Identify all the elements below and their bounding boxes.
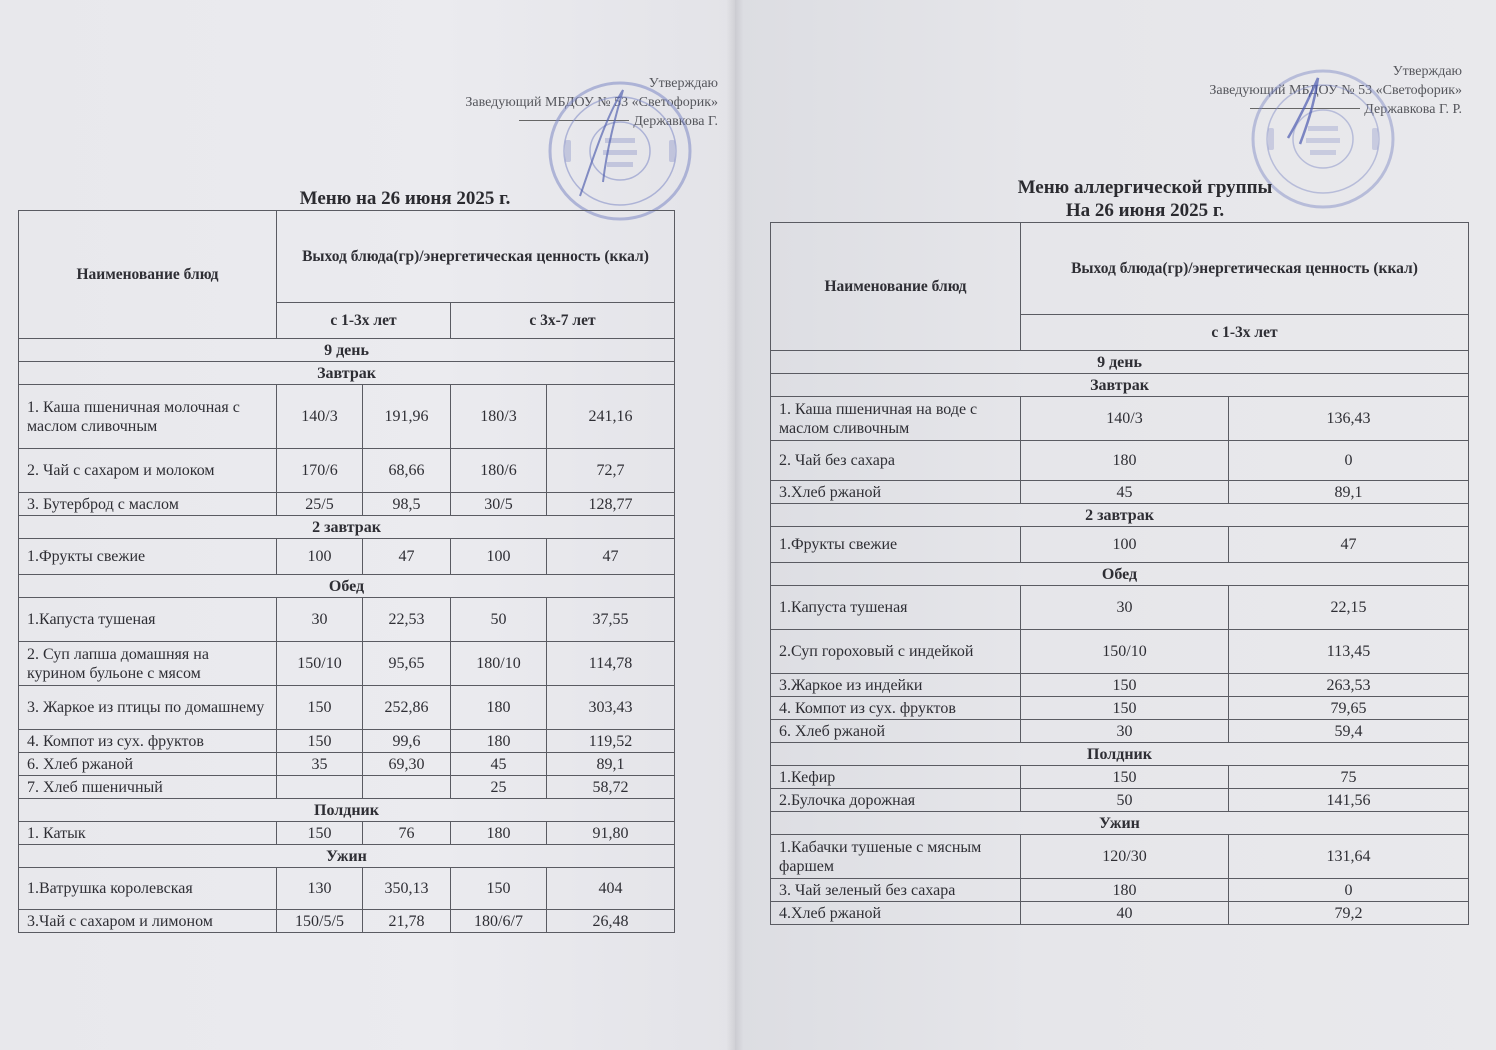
meal-section-row	[19, 516, 675, 539]
dish-value: 150	[277, 822, 363, 845]
dish-value	[363, 776, 451, 799]
dish-row	[771, 879, 1469, 902]
dish-value: 130	[277, 868, 363, 910]
dish-value: 128,77	[547, 493, 675, 516]
meal-section-title: Полдник	[771, 743, 1469, 766]
dish-row	[771, 481, 1469, 504]
dish-value: 50	[1021, 789, 1229, 812]
dish-value: 303,43	[547, 686, 675, 730]
dish-row	[19, 493, 675, 516]
dish-name: 6. Хлеб ржаной	[771, 720, 1021, 743]
age-group-3-7-header: с 3х-7 лет	[451, 303, 675, 339]
dish-value: 180	[1021, 879, 1229, 902]
approval-name: Державкова Г. Р.	[1364, 102, 1462, 117]
dish-value: 180/6/7	[451, 910, 547, 933]
dish-value: 120/30	[1021, 835, 1229, 879]
dish-value: 263,53	[1229, 674, 1469, 697]
left-menu-body	[19, 362, 675, 933]
dish-value: 150	[277, 730, 363, 753]
dish-value: 69,30	[363, 753, 451, 776]
meal-section-title: Обед	[19, 575, 675, 598]
dish-value: 47	[1229, 527, 1469, 563]
meal-section-title: 2 завтрак	[771, 504, 1469, 527]
dish-row	[771, 586, 1469, 630]
dish-value: 91,80	[547, 822, 675, 845]
dish-value: 30/5	[451, 493, 547, 516]
dish-name: 2. Чай с сахаром и молоком	[19, 449, 277, 493]
dish-name: 2. Чай без сахара	[771, 441, 1021, 481]
dish-value: 37,55	[547, 598, 675, 642]
dish-row	[19, 539, 675, 575]
age-group-1-3-header: с 1-3х лет	[1021, 315, 1469, 351]
dish-value: 99,6	[363, 730, 451, 753]
dish-name: 1.Капуста тушеная	[771, 586, 1021, 630]
dish-row	[771, 789, 1469, 812]
dish-name: 1. Катык	[19, 822, 277, 845]
dish-name: 4.Хлеб ржаной	[771, 902, 1021, 925]
dish-value: 180	[451, 822, 547, 845]
dish-value: 22,53	[363, 598, 451, 642]
dish-value	[277, 776, 363, 799]
dish-name-header: Наименование блюд	[19, 211, 277, 339]
dish-value: 89,1	[1229, 481, 1469, 504]
meal-section-row	[19, 362, 675, 385]
dish-row	[19, 868, 675, 910]
approval-name: Державкова Г.	[633, 114, 718, 129]
dish-name: 6. Хлеб ржаной	[19, 753, 277, 776]
meal-section-row	[771, 743, 1469, 766]
meal-section-title: Завтрак	[19, 362, 675, 385]
meal-section-title: Ужин	[771, 812, 1469, 835]
approval-label: Утверждаю	[1392, 64, 1462, 79]
dish-value: 30	[1021, 720, 1229, 743]
dish-value: 114,78	[547, 642, 675, 686]
dish-row	[19, 598, 675, 642]
dish-value: 95,65	[363, 642, 451, 686]
meal-section-row	[19, 845, 675, 868]
meal-section-row	[19, 575, 675, 598]
dish-value: 100	[451, 539, 547, 575]
dish-row	[19, 910, 675, 933]
dish-value: 140/3	[1021, 397, 1229, 441]
meal-section-row	[771, 563, 1469, 586]
dish-value: 150	[277, 686, 363, 730]
dish-row	[771, 835, 1469, 879]
dish-value: 79,65	[1229, 697, 1469, 720]
dish-value: 150/5/5	[277, 910, 363, 933]
age-group-1-3-header: с 1-3х лет	[277, 303, 451, 339]
meal-section-row	[771, 374, 1469, 397]
dish-name: 3.Чай с сахаром и лимоном	[19, 910, 277, 933]
dish-row	[19, 776, 675, 799]
dish-name: 3. Чай зеленый без сахара	[771, 879, 1021, 902]
dish-value: 30	[1021, 586, 1229, 630]
dish-value: 58,72	[547, 776, 675, 799]
dish-value: 141,56	[1229, 789, 1469, 812]
dish-value: 150/10	[277, 642, 363, 686]
dish-value: 98,5	[363, 493, 451, 516]
dish-row	[19, 449, 675, 493]
dish-row	[771, 527, 1469, 563]
dish-value: 100	[1021, 527, 1229, 563]
dish-value: 75	[1229, 766, 1469, 789]
dish-value: 180	[451, 686, 547, 730]
day-label: 9 день	[19, 339, 675, 362]
meal-section-title: Ужин	[19, 845, 675, 868]
dish-row	[771, 720, 1469, 743]
dish-name: 2.Булочка дорожная	[771, 789, 1021, 812]
dish-row	[19, 822, 675, 845]
dish-value: 47	[547, 539, 675, 575]
dish-value: 21,78	[363, 910, 451, 933]
meal-section-row	[19, 799, 675, 822]
dish-value: 131,64	[1229, 835, 1469, 879]
right-menu-title	[900, 176, 1390, 222]
dish-value: 40	[1021, 902, 1229, 925]
dish-value: 180/3	[451, 385, 547, 449]
approval-position: Заведующий МБДОУ № 53 «Светофорик»	[465, 95, 718, 110]
dish-value: 89,1	[547, 753, 675, 776]
meal-section-title: 2 завтрак	[19, 516, 675, 539]
left-menu-title: Меню на 26 июня 2025 г.	[299, 188, 511, 209]
meal-section-title: Полдник	[19, 799, 675, 822]
dish-value: 79,2	[1229, 902, 1469, 925]
meal-section-title: Завтрак	[771, 374, 1469, 397]
dish-row	[19, 730, 675, 753]
dish-name: 1.Ватрушка королевская	[19, 868, 277, 910]
dish-value: 68,66	[363, 449, 451, 493]
dish-row	[19, 686, 675, 730]
dish-row	[771, 697, 1469, 720]
dish-value: 119,52	[547, 730, 675, 753]
left-menu-table	[18, 210, 675, 933]
dish-value: 191,96	[363, 385, 451, 449]
dish-value: 50	[451, 598, 547, 642]
dish-value: 72,7	[547, 449, 675, 493]
page-fold-shadow	[726, 0, 744, 1050]
dish-name: 2. Суп лапша домашняя на курином бульоне с мясом	[19, 642, 277, 686]
right-title-line-2: На 26 июня 2025 г.	[1065, 200, 1225, 221]
dish-value: 350,13	[363, 868, 451, 910]
dish-value: 45	[451, 753, 547, 776]
dish-value: 170/6	[277, 449, 363, 493]
dish-row	[771, 630, 1469, 674]
dish-value: 252,86	[363, 686, 451, 730]
dish-row	[771, 674, 1469, 697]
day-label: 9 день	[771, 351, 1469, 374]
dish-value: 150	[451, 868, 547, 910]
dish-name: 1.Кефир	[771, 766, 1021, 789]
dish-name-header: Наименование блюд	[771, 223, 1021, 351]
dish-value: 100	[277, 539, 363, 575]
meal-section-title: Обед	[771, 563, 1469, 586]
dish-name: 2.Суп гороховый с индейкой	[771, 630, 1021, 674]
approval-position: Заведующий МБДОУ № 53 «Светофорик»	[1209, 83, 1462, 98]
dish-value: 47	[363, 539, 451, 575]
dish-value: 136,43	[1229, 397, 1469, 441]
right-menu-body	[771, 374, 1469, 925]
dish-value: 150	[1021, 674, 1229, 697]
dish-row	[771, 902, 1469, 925]
dish-name: 1. Каша пшеничная молочная с маслом сливочным	[19, 385, 277, 449]
dish-value: 113,45	[1229, 630, 1469, 674]
dish-value: 25	[451, 776, 547, 799]
dish-value: 180	[1021, 441, 1229, 481]
dish-row	[19, 385, 675, 449]
dish-name: 1.Капуста тушеная	[19, 598, 277, 642]
dish-value: 76	[363, 822, 451, 845]
output-header: Выход блюда(гр)/энергетическая ценность (ккал)	[1021, 223, 1469, 315]
dish-row	[771, 397, 1469, 441]
dish-name: 1.Фрукты свежие	[19, 539, 277, 575]
dish-value: 404	[547, 868, 675, 910]
dish-value: 0	[1229, 441, 1469, 481]
dish-value: 22,15	[1229, 586, 1469, 630]
output-header: Выход блюда(гр)/энергетическая ценность (ккал)	[277, 211, 675, 303]
dish-row	[19, 642, 675, 686]
dish-name: 3.Жаркое из индейки	[771, 674, 1021, 697]
dish-value: 45	[1021, 481, 1229, 504]
dish-name: 1.Кабачки тушеные с мясным фаршем	[771, 835, 1021, 879]
right-menu-table	[770, 222, 1469, 925]
dish-value: 25/5	[277, 493, 363, 516]
dish-value: 26,48	[547, 910, 675, 933]
dish-name: 4. Компот из сух. фруктов	[771, 697, 1021, 720]
dish-value: 150	[1021, 697, 1229, 720]
dish-value: 0	[1229, 879, 1469, 902]
meal-section-row	[771, 504, 1469, 527]
dish-value: 150/10	[1021, 630, 1229, 674]
dish-name: 1.Фрукты свежие	[771, 527, 1021, 563]
dish-value: 140/3	[277, 385, 363, 449]
dish-value: 241,16	[547, 385, 675, 449]
dish-row	[19, 753, 675, 776]
dish-name: 7. Хлеб пшеничный	[19, 776, 277, 799]
dish-name: 4. Компот из сух. фруктов	[19, 730, 277, 753]
dish-row	[771, 766, 1469, 789]
dish-value: 180/6	[451, 449, 547, 493]
dish-value: 30	[277, 598, 363, 642]
dish-name: 3. Бутерброд с маслом	[19, 493, 277, 516]
dish-value: 150	[1021, 766, 1229, 789]
dish-row	[771, 441, 1469, 481]
dish-name: 1. Каша пшеничная на воде с маслом сливочным	[771, 397, 1021, 441]
dish-value: 35	[277, 753, 363, 776]
right-title-line-1: Меню аллергической группы	[1017, 177, 1273, 198]
dish-value: 180/10	[451, 642, 547, 686]
approval-label: Утверждаю	[648, 76, 718, 91]
meal-section-row	[771, 812, 1469, 835]
dish-name: 3.Хлеб ржаной	[771, 481, 1021, 504]
dish-value: 59,4	[1229, 720, 1469, 743]
dish-value: 180	[451, 730, 547, 753]
dish-name: 3. Жаркое из птицы по домашнему	[19, 686, 277, 730]
